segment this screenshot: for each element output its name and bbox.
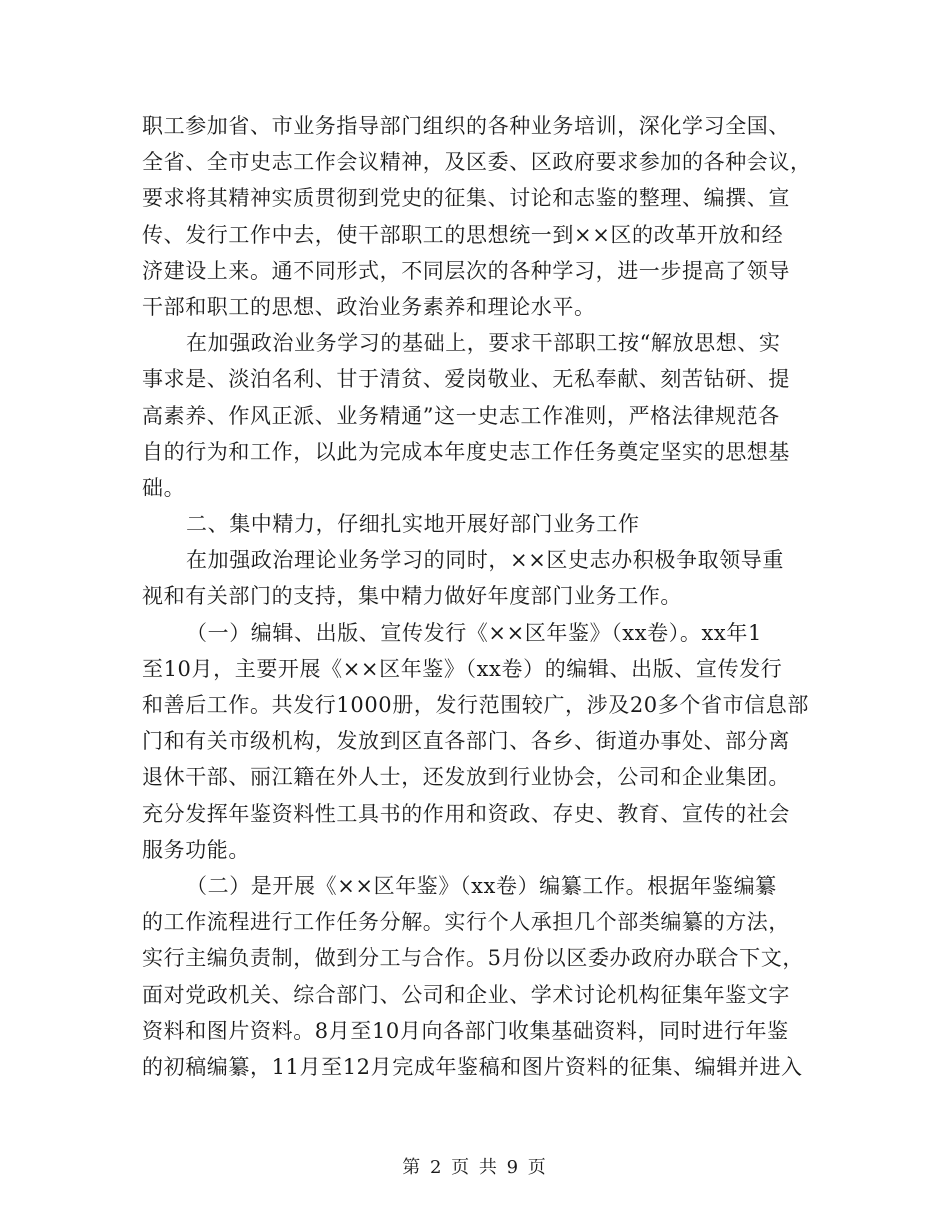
text-line: 的初稿编纂，11月至12月完成年鉴稿和图片资料的征集、编辑并进入 (142, 1054, 803, 1079)
text-line: 退休干部、丽江籍在外人士，还发放到行业协会，公司和企业集团。 (142, 765, 790, 790)
text-line: 自的行为和工作，以此为完成本年度史志工作任务奠定坚实的思想基 (142, 439, 790, 464)
text-line: 要求将其精神实质贯彻到党史的征集、讨论和志鉴的整理、编撰、宣 (142, 186, 790, 211)
text-line: 高素养、作风正派、业务精通”这一史志工作准则，严格法律规范各 (142, 403, 780, 428)
text-line: 职工参加省、市业务指导部门组织的各种业务培训，深化学习全国、 (142, 114, 790, 138)
body-text (142, 108, 814, 1085)
text-line: 充分发挥年鉴资料性工具书的作用和资政、存史、教育、宣传的社会 (142, 801, 790, 826)
text-line: 在加强政治业务学习的基础上，要求干部职工按“解放思想、实 (186, 331, 781, 356)
text-line: 的工作流程进行工作任务分解。实行个人承担几个部类编纂的方法， (142, 910, 790, 935)
text-line: 传、发行工作中去，使干部职工的思想统一到××区的改革开放和经 (142, 222, 784, 247)
text-line: 二、集中精力，仔细扎实地开展好部门业务工作 (186, 512, 640, 537)
text-line: （二）是开展《××区年鉴》（xx卷）编纂工作。根据年鉴编纂 (186, 873, 777, 898)
text-line: （一）编辑、出版、宣传发行《××区年鉴》（xx卷）。xx年1 (186, 620, 762, 645)
text-line: 础。 (142, 475, 186, 500)
text-line: 和善后工作。共发行1000册，发行范围较广，涉及20多个省市信息部 (142, 693, 809, 717)
text-line: 视和有关部门的支持，集中精力做好年度部门业务工作。 (142, 584, 682, 609)
text-line: 资料和图片资料。8月至10月向各部门收集基础资料，同时进行年鉴 (142, 1018, 789, 1043)
text-line: 门和有关市级机构，发放到区直各部门、各乡、街道办事处、部分离 (142, 729, 790, 754)
page-number-footer: 第 2 页 共 9 页 (402, 1157, 548, 1178)
text-line: 面对党政机关、综合部门、公司和企业、学术讨论机构征集年鉴文字 (142, 982, 790, 1007)
text-line: 实行主编负责制，做到分工与合作。5月份以区委办政府办联合下文， (142, 946, 804, 971)
text-line: 在加强政治理论业务学习的同时，××区史志办积极争取领导重 (186, 548, 784, 573)
text-line: 济建设上来。通不同形式，不同层次的各种学习，进一步提高了领导 (142, 258, 790, 283)
text-line: 干部和职工的思想、政治业务素养和理论水平。 (142, 294, 596, 319)
text-line: 至10月，主要开展《××区年鉴》（xx卷）的编辑、出版、宣传发行 (142, 656, 783, 681)
text-line: 全省、全市史志工作会议精神，及区委、区政府要求参加的各种会议， (142, 150, 812, 175)
text-line: 服务功能。 (142, 837, 250, 862)
text-line: 事求是、淡泊名利、甘于清贫、爱岗敬业、无私奉献、刻苦钻研、提 (142, 367, 790, 392)
